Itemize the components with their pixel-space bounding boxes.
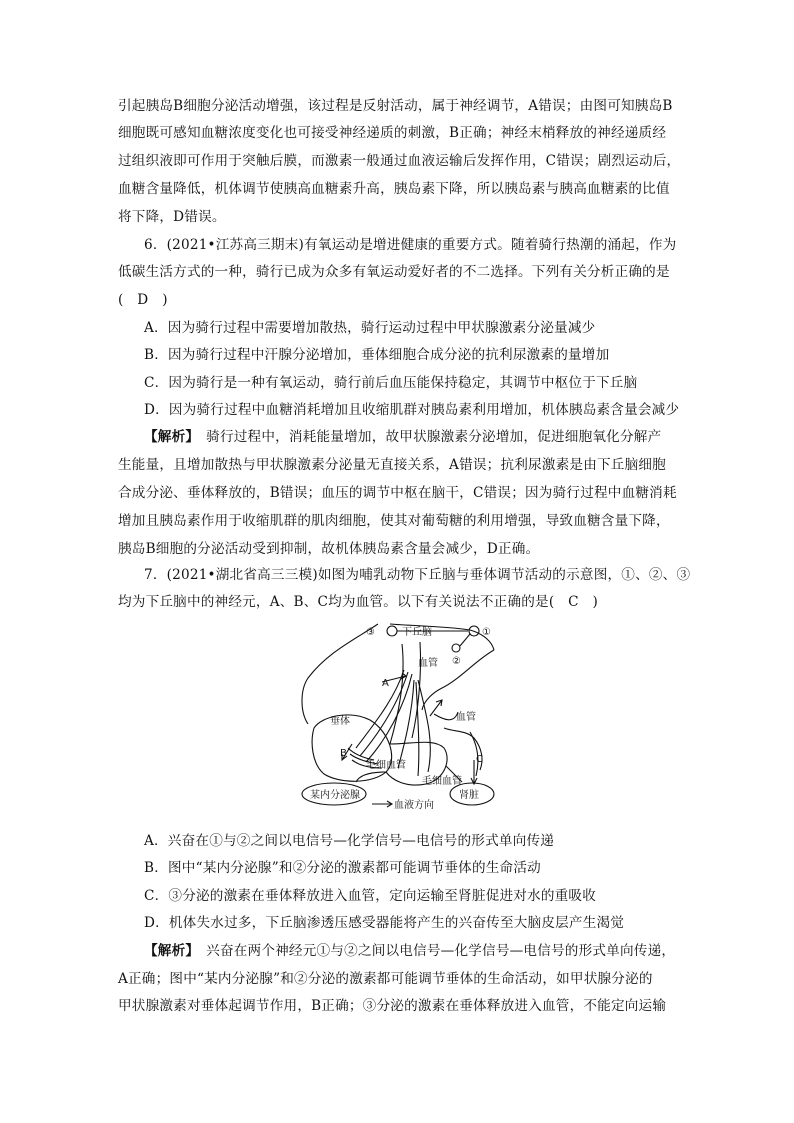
q6-stem: 低碳生活方式的一种，骑行已成为众多有氧运动爱好者的不二选择。下列有关分析正确的是	[118, 264, 670, 280]
analysis-text: 骑行过程中，消耗能量增加，故甲状腺激素分泌增加，促进细胞氧化分解产	[192, 429, 662, 445]
label-blood-direction: 血液方向	[394, 800, 434, 811]
label-neuron-1: ①	[482, 627, 491, 638]
text-line: 血糖含量降低，机体调节使胰高血糖素升高，胰岛素下降，所以胰岛素与胰高血糖素的比值	[118, 181, 670, 197]
analysis-tag: 【解析】	[144, 429, 193, 445]
q6-analysis-line: 生能量，且增加散热与甲状腺激素分泌量无直接关系，A错误；抗利尿激素是由下丘脑细胞	[118, 457, 666, 473]
label-vessel-c: 血管	[456, 712, 476, 723]
q7-analysis-line: 甲状腺激素对垂体起调节作用，B正确；③分泌的激素在垂体释放进入血管，不能定向运输	[118, 998, 667, 1014]
label-c: C	[476, 754, 483, 765]
q6-option-d: D．因为骑行过程中血糖消耗增加且收缩肌群对胰岛素利用增加，机体胰岛素含量会减少	[144, 402, 680, 418]
label-neuron-2: ②	[452, 656, 461, 667]
q7-stem: 7．(2021•湖北省高三三模)如图为哺乳动物下丘脑与垂体调节活动的示意图，①、②、③	[144, 567, 691, 583]
label-b: B	[340, 748, 347, 759]
label-capillary-1: 毛细血管	[366, 760, 406, 771]
q6-stem: 6．(2021•江苏高三期末)有氧运动是增进健康的重要方式。随着骑行热潮的涌起，作为	[144, 237, 677, 253]
label-vessel-a: 血管	[418, 658, 438, 669]
q6-option-a: A．因为骑行过程中需要增加散热，骑行运动过程中甲状腺激素分泌量减少	[144, 320, 596, 336]
q7-stem: 均为下丘脑中的神经元，A、B、C均为血管。以下有关说法不正确的是( C )	[118, 594, 599, 610]
label-capillary-2: 毛细血管	[422, 776, 462, 787]
label-kidney: 肾脏	[459, 790, 479, 801]
q7-option-b: B．图中“某内分泌腺”和②分泌的激素都可能调节垂体的生命活动	[144, 860, 541, 876]
analysis-tag: 【解析】	[144, 943, 193, 959]
q7-option-d: D．机体失水过多，下丘脑渗透压感受器能将产生的兴奋传至大脑皮层产生渴觉	[144, 915, 625, 931]
analysis-text: 兴奋在两个神经元①与②之间以电信号—化学信号—电信号的形式单向传递，	[192, 943, 676, 959]
q6-analysis-line: 合成分泌、垂体释放的，B错误；血压的调节中枢在脑干，C错误；因为骑行过程中血糖消耗	[118, 485, 677, 501]
q7-option-c: C．③分泌的激素在垂体释放进入血管，定向运输至肾脏促进对水的重吸收	[144, 888, 596, 904]
label-neuron-3: ③	[366, 627, 375, 638]
q6-answer: ( D )	[118, 292, 168, 308]
q6-option-c: C．因为骑行是一种有氧运动，骑行前后血压能保持稳定，其调节中枢位于下丘脑	[144, 375, 638, 391]
label-pituitary: 垂体	[330, 716, 350, 727]
q6-analysis-line	[144, 428, 661, 446]
q6-analysis-line: 增加且胰岛素作用于收缩肌群的肌肉细胞，使其对葡萄糖的利用增强，导致血糖含量下降，	[118, 513, 670, 529]
text-line: 引起胰岛B细胞分泌活动增强，该过程是反射活动，属于神经调节，A错误；由图可知胰岛B	[118, 98, 673, 114]
q6-option-b: B．因为骑行过程中汗腺分泌增加，垂体细胞合成分泌的抗利尿激素的量增加	[144, 347, 610, 363]
q7-option-a: A．兴奋在①与②之间以电信号—化学信号—电信号的形式单向传递	[144, 833, 555, 849]
label-endocrine-gland: 某内分泌腺	[310, 790, 360, 801]
q7-analysis-line: A正确；图中“某内分泌腺”和②分泌的激素都可能调节垂体的生命活动，如甲状腺分泌的	[118, 971, 653, 987]
label-hypothalamus: 下丘脑	[402, 627, 432, 638]
hypothalamus-pituitary-figure	[294, 620, 506, 812]
q7-analysis-line	[144, 942, 675, 960]
label-a: A	[382, 678, 389, 689]
q6-analysis-line: 胰岛B细胞的分泌活动受到抑制，故机体胰岛素含量会减少，D正确。	[118, 541, 540, 557]
text-line: 细胞既可感知血糖浓度变化也可接受神经递质的刺激，B正确；神经末梢释放的神经递质经	[118, 125, 667, 141]
text-line: 将下降，D错误。	[118, 209, 226, 225]
text-line: 过组织液即可作用于突触后膜，而激素一般通过血液运输后发挥作用，C错误；剧烈运动后，	[118, 153, 681, 169]
